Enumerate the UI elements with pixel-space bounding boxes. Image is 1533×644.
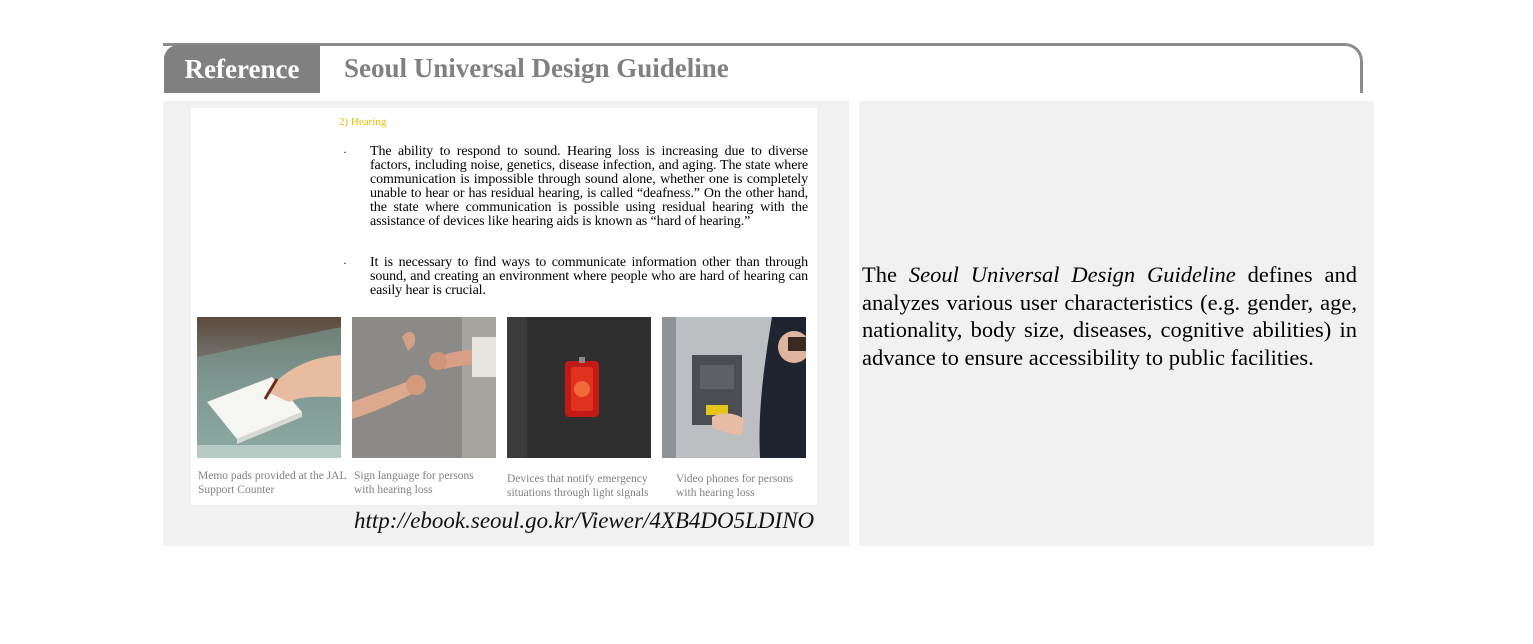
- panel-divider: [849, 109, 859, 546]
- bullet-paragraph: The ability to respond to sound. Hearing loss is increasing due to diverse factors, including noise, genetics, disease infection, and aging. The state where communication is impossible through sound alone, whether one is completely unable to hear or has residual hearing, is called “deafness.” On the other hand, the state where communication is possible using residual hearing with the assistance of devices like hearing aids is known as “hard of hearing.”: [370, 144, 808, 229]
- photo-caption: Video phones for persons with hearing loss: [676, 473, 794, 499]
- photo-caption: Devices that notify emergency situations through light signals: [507, 473, 649, 499]
- description-prefix: The: [862, 262, 909, 287]
- photo-caption: Sign language for persons with hearing loss: [354, 470, 474, 496]
- light-alarm-photo: [507, 317, 651, 458]
- source-url: http://ebook.seoul.go.kr/Viewer/4XB4DO5LDINO: [354, 508, 815, 533]
- header-frame: [163, 43, 1363, 93]
- section-heading: 2) Hearing: [339, 116, 387, 128]
- photo-caption: Memo pads provided at the JAL Support Counter: [198, 470, 347, 496]
- memo-pad-photo: [197, 317, 341, 458]
- bullet-marker: ·: [343, 256, 347, 270]
- description-text: [862, 261, 1357, 371]
- bullet-marker: ·: [343, 145, 347, 159]
- page-title: Seoul Universal Design Guideline: [344, 53, 729, 83]
- guideline-title-italic: Seoul Universal Design Guideline: [908, 262, 1236, 287]
- description-suffix: defines and analyzes various user characteristics (e.g. gender, age, nationality, body size, diseases, cognitive abilities) in advance to ensure accessibility to public facilities.: [862, 262, 1357, 370]
- reference-tab: Reference: [164, 45, 320, 93]
- video-phone-photo: [662, 317, 806, 458]
- sign-language-photo: [352, 317, 496, 458]
- bullet-paragraph: It is necessary to find ways to communicate information other than through sound, and creating an environment where people who are hard of hearing can easily hear is crucial.: [370, 255, 808, 298]
